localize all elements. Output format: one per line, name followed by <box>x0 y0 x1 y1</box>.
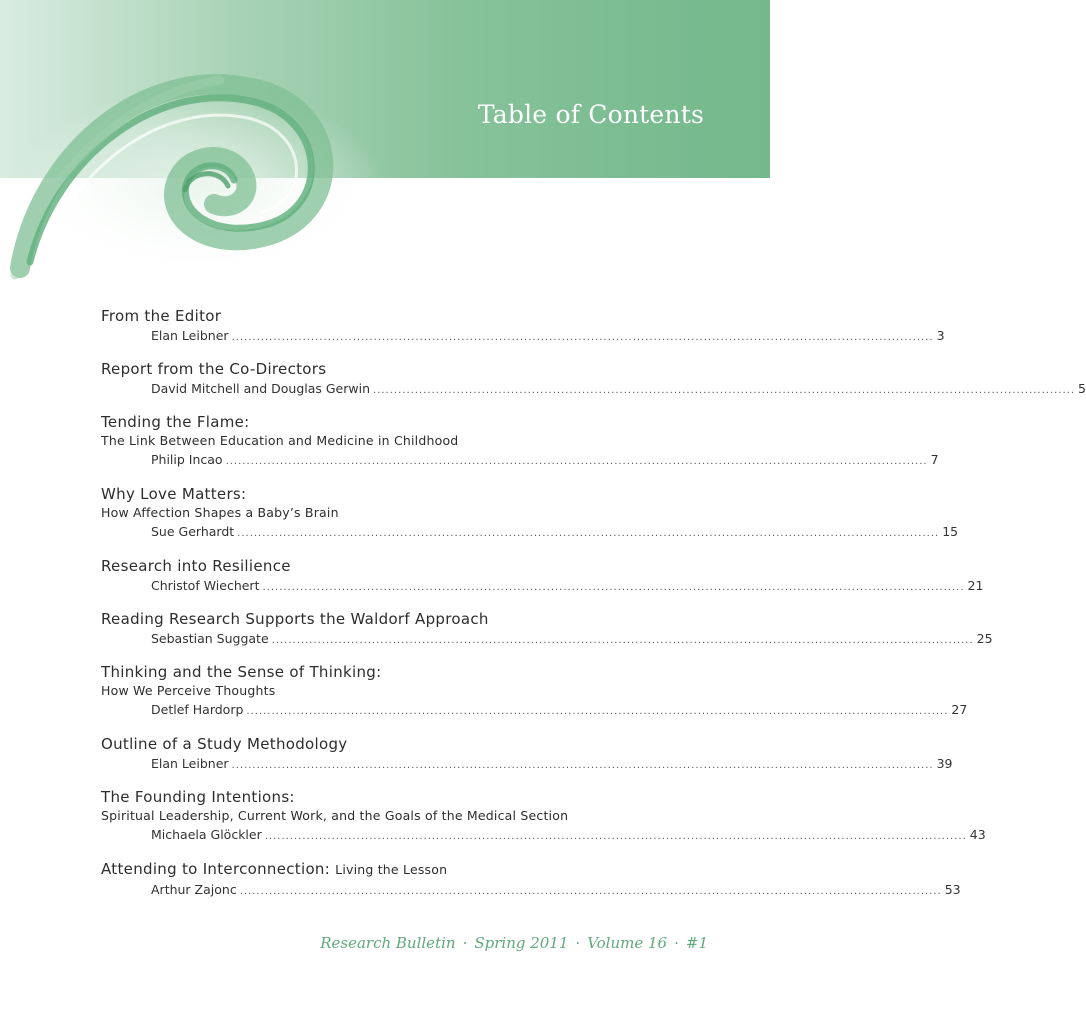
footer-season: Spring 2011 <box>474 934 569 952</box>
entry-subtitle: The Link Between Education and Medicine in Childhood <box>101 433 459 448</box>
toc-entry-study-methodology[interactable] <box>101 734 953 776</box>
entry-author: Arthur Zajonc <box>151 882 237 897</box>
entry-line <box>151 326 945 348</box>
dot-leader: ........................................................................................................................................................................ <box>225 456 928 467</box>
footer-separator: · <box>462 934 468 952</box>
entry-title-suffix: Living the Lesson <box>335 862 448 877</box>
entry-title: Thinking and the Sense of Thinking: <box>101 663 382 681</box>
toc-entry-codirectors[interactable] <box>101 359 1086 401</box>
entry-page-number: 39 <box>936 756 953 771</box>
toc-entry-tending-flame[interactable] <box>101 412 939 472</box>
entry-title: From the Editor <box>101 307 222 325</box>
dot-leader: ........................................................................................................................................................................ <box>237 528 940 539</box>
toc-entry-resilience[interactable] <box>101 556 984 598</box>
entry-page-number: 27 <box>951 702 968 717</box>
entry-author: Sebastian Suggate <box>151 631 269 646</box>
entry-page-number: 7 <box>930 452 939 467</box>
dot-leader: ........................................................................................................................................................................ <box>231 332 934 343</box>
dot-leader: ........................................................................................................................................................................ <box>271 635 974 646</box>
dot-leader: ........................................................................................................................................................................ <box>262 582 965 593</box>
dot-leader: ........................................................................................................................................................................ <box>246 706 949 717</box>
entry-title: Why Love Matters: <box>101 485 247 503</box>
entry-author: Christof Wiechert <box>151 578 260 593</box>
entry-line <box>151 522 959 544</box>
entry-page-number: 25 <box>976 631 993 646</box>
toc-entry-reading-research[interactable] <box>101 609 993 651</box>
dot-leader: ........................................................................................................................................................................ <box>239 886 942 897</box>
footer-publication: Research Bulletin <box>320 934 456 952</box>
entry-title: The Founding Intentions: <box>101 788 295 806</box>
entry-page-number: 53 <box>944 882 961 897</box>
toc-entry-founding-intentions[interactable] <box>101 787 986 847</box>
footer-separator: · <box>674 934 679 952</box>
entry-line <box>151 700 968 722</box>
entry-line <box>151 880 961 902</box>
entry-author: Elan Leibner <box>151 328 229 343</box>
dot-leader: ........................................................................................................................................................................ <box>231 760 934 771</box>
page-title: Table of Contents <box>477 100 704 129</box>
toc-entry-love-matters[interactable] <box>101 484 959 544</box>
entry-line <box>151 450 939 472</box>
dot-leader: ........................................................................................................................................................................ <box>264 831 967 842</box>
toc-entry-editor[interactable] <box>101 306 945 348</box>
entry-title: Reading Research Supports the Waldorf Approach <box>101 610 489 628</box>
footer-citation <box>320 934 708 952</box>
entry-title: Tending the Flame: <box>101 413 250 431</box>
entry-page-number: 15 <box>942 524 959 539</box>
entry-line <box>151 379 1086 401</box>
footer-separator: · <box>575 934 581 952</box>
entry-title <box>101 859 654 880</box>
toc-entry-thinking[interactable] <box>101 662 968 722</box>
entry-line <box>151 825 986 847</box>
entry-subtitle: How We Perceive Thoughts <box>101 683 276 698</box>
entry-title-main: Attending to Interconnection: <box>101 860 331 878</box>
entry-page-number: 3 <box>936 328 945 343</box>
footer-issue: #1 <box>685 934 708 952</box>
entry-page-number: 43 <box>969 827 986 842</box>
entry-title: Research into Resilience <box>101 557 291 575</box>
entry-author: Elan Leibner <box>151 756 229 771</box>
entry-page-number: 5 <box>1078 381 1086 396</box>
entry-line <box>151 629 993 651</box>
entry-line <box>151 754 953 776</box>
footer-volume: Volume 16 <box>587 934 668 952</box>
entry-author: Sue Gerhardt <box>151 524 235 539</box>
entry-author: Detlef Hardorp <box>151 702 244 717</box>
entry-title: Outline of a Study Methodology <box>101 735 348 753</box>
entry-author: Michaela Glöckler <box>151 827 262 842</box>
entry-subtitle: How Affection Shapes a Baby’s Brain <box>101 505 339 520</box>
entry-author: David Mitchell and Douglas Gerwin <box>151 381 371 396</box>
toc-entry-interconnection[interactable] <box>101 859 961 902</box>
entry-subtitle: Spiritual Leadership, Current Work, and the Goals of the Medical Section <box>101 808 569 823</box>
dot-leader: ........................................................................................................................................................................ <box>373 385 1076 396</box>
entry-author: Philip Incao <box>151 452 223 467</box>
swirl-graphic <box>0 0 400 290</box>
entry-page-number: 21 <box>967 578 984 593</box>
entry-line <box>151 576 984 598</box>
entry-title: Report from the Co-Directors <box>101 360 327 378</box>
